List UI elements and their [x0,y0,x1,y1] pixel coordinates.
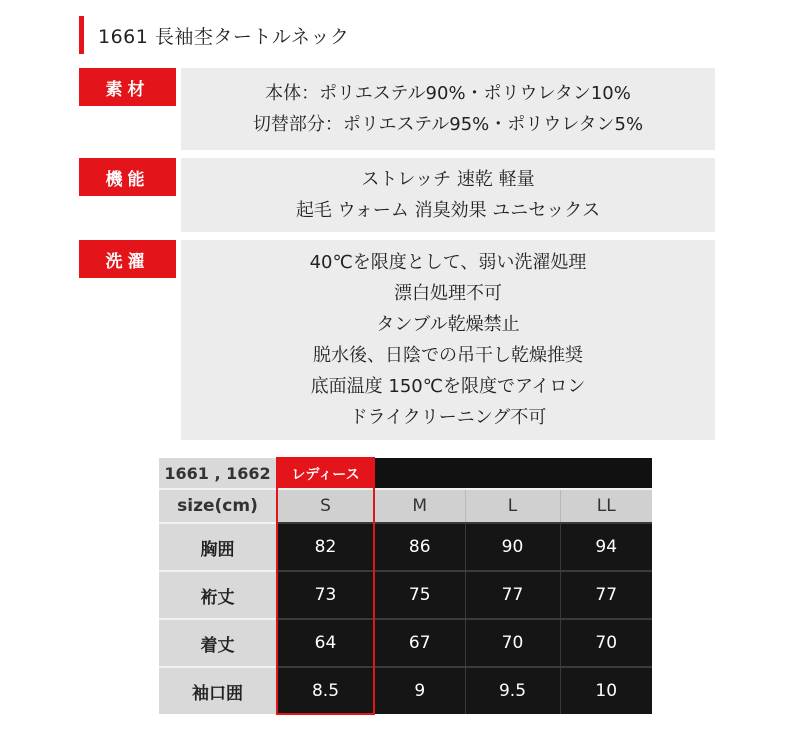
spec-line: ドライクリーニング不可 [349,407,547,428]
row-label-chest: 胸囲 [159,523,277,571]
header-blank [560,458,652,489]
table-cell: 73 [277,571,374,619]
spec-content-function [181,158,715,232]
table-cell: 90 [465,523,560,571]
table-cell: 10 [560,667,652,714]
table-header-row [159,458,652,489]
table-cell: 70 [560,619,652,667]
spec-line: 脱水後、日陰での吊干し乾燥推奨 [313,345,583,366]
ladies-badge: レディース [277,458,374,489]
size-header-m: M [374,489,465,523]
spec-line: ストレッチ 速乾 軽量 [361,169,535,190]
size-header-row [159,489,652,523]
spec-line: 本体：ポリエステル90%・ポリウレタン10% [265,83,631,104]
table-cell: 94 [560,523,652,571]
row-label-body-length: 着丈 [159,619,277,667]
spec-label-material: 素材 [79,68,176,106]
spec-content-washing [181,240,715,440]
table-row [159,523,652,571]
row-label-sleeve-length: 裄丈 [159,571,277,619]
header-blank [465,458,560,489]
table-cell: 9.5 [465,667,560,714]
size-table [159,457,652,715]
model-number-label: 1661 , 1662 [159,458,277,489]
product-title-bar [79,16,719,54]
table-cell: 64 [277,619,374,667]
header-blank [374,458,465,489]
table-cell: 70 [465,619,560,667]
table-row [159,571,652,619]
spec-content-material [181,68,715,150]
size-header-ll: LL [560,489,652,523]
title-accent-bar [79,16,84,54]
row-label-cuff: 袖口囲 [159,667,277,714]
table-cell: 77 [560,571,652,619]
spec-line: 底面温度 150℃を限度でアイロン [310,376,586,397]
table-cell: 9 [374,667,465,714]
spec-label-function: 機能 [79,158,176,196]
size-header-l: L [465,489,560,523]
table-cell: 86 [374,523,465,571]
table-cell: 75 [374,571,465,619]
table-cell: 8.5 [277,667,374,714]
table-row [159,667,652,714]
table-row [159,619,652,667]
size-unit-label: size(cm) [159,489,277,523]
product-title: 1661 長袖杢タートルネック [98,25,350,48]
table-cell: 77 [465,571,560,619]
spec-line: 漂白処理不可 [394,283,502,304]
table-cell: 82 [277,523,374,571]
spec-line: タンブル乾燥禁止 [376,314,520,335]
spec-label-washing: 洗濯 [79,240,176,278]
spec-line: 起毛 ウォーム 消臭効果 ユニセックス [295,200,601,221]
size-header-s: S [277,489,374,523]
spec-line: 切替部分：ポリエステル95%・ポリウレタン5% [252,114,644,135]
spec-line: 40℃を限度として、弱い洗濯処理 [309,252,587,273]
table-cell: 67 [374,619,465,667]
